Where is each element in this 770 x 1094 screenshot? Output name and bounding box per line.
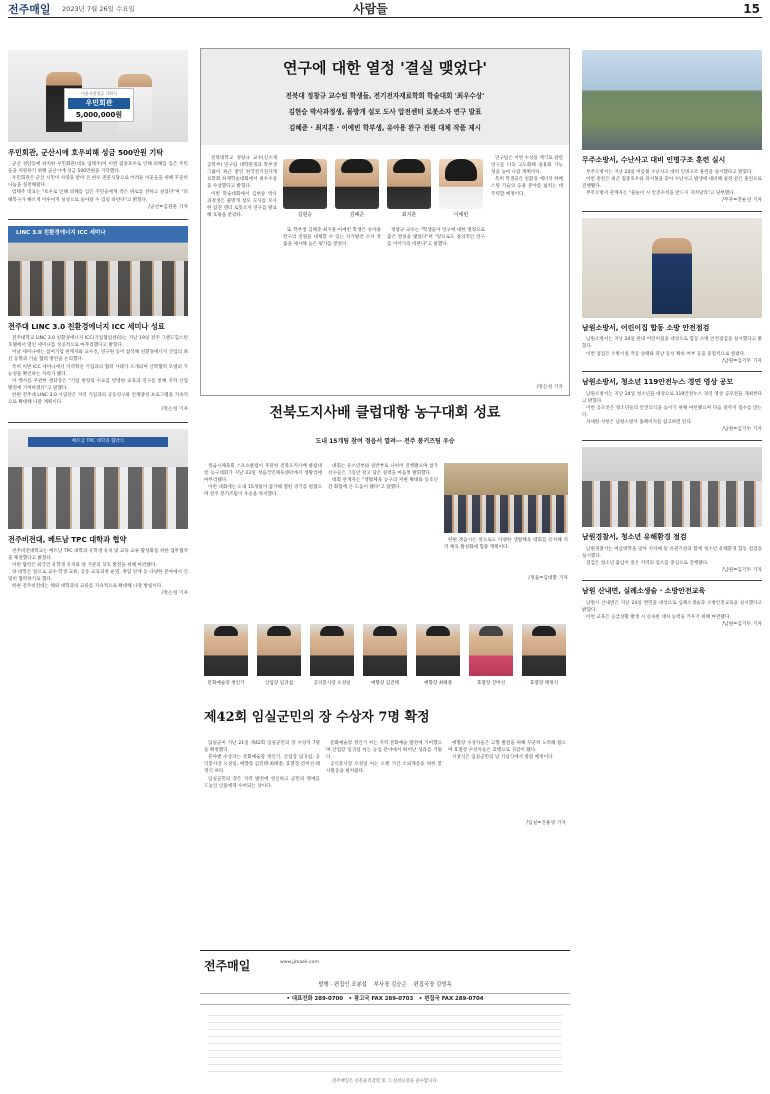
article-photo	[582, 447, 762, 527]
feature-subtitle-3: 김혜준 · 최지훈 · 이예빈 학부생, 유아용 완구 전원 대체 작품 제시	[288, 124, 481, 132]
feature-headline[interactable]: 연구에 대한 열정 '결실 맺었다'	[283, 59, 487, 77]
paragraph: 한편 전주대 LINC 3.0 사업단은 지역 기업과의 공동연구와 인재양성 프로그램을 지속적으로 확대해 나갈 계획이다.	[8, 392, 188, 406]
portrait-caption: 최지훈	[401, 212, 417, 218]
footer-staff	[200, 981, 570, 989]
divider	[582, 440, 762, 441]
article-column-1	[204, 463, 322, 499]
paragraph: 남원소방서는 지난 24일 청소년을 대상으로 119안전누스 경연 영상 공모전을 개최한다고 밝혔다.	[582, 391, 762, 404]
byline: /정읍=김대환 기자	[528, 576, 568, 581]
group-people	[8, 261, 188, 316]
paragraph: 한편 전주비전대는 해외 대학과의 교류를 지속적으로 확대해 나갈 방침이다.	[12, 584, 163, 590]
paragraph: 엄태주 대표는 "호우로 인해 피해를 입은 주민들에게 작은 위로를 전하고 싶었다"며 "피해복구가 빠르게 이루어져 일상으로 돌아갈 수 있길 바란다"고 밝혔다.	[8, 190, 188, 203]
portrait-photo	[257, 624, 301, 676]
article-photo	[8, 50, 188, 142]
divider	[8, 422, 188, 423]
portrait-photo	[204, 624, 248, 676]
paragraph: 무주소방서 관계자는 "물놀이 시 안전수칙을 반드시 지켜달라"고 당부했다.	[586, 191, 736, 197]
paragraph: 무주소방서는 지난 24일 여름철 수난사고 대비 인명구조 훈련을 실시했다고 밝혔다.	[586, 169, 753, 175]
portrait-caption: 효열장 진미선	[476, 681, 506, 686]
paragraph: 임실군민의 장은 지역 발전에 헌신하고 군민의 명예를 드높인 인물에게 수여되는 상이다.	[204, 776, 320, 789]
firefighter-figure	[652, 238, 692, 314]
board-amount: 5,000,000원	[75, 111, 123, 120]
publication-footer	[200, 950, 570, 1090]
portrait-caption: 산업장 임귀섭	[264, 681, 294, 686]
article-headline[interactable]: 전북도지사배 클럽대항 농구대회 성료	[269, 405, 501, 421]
divider	[582, 580, 762, 581]
footer-logo[interactable]: 전주매일	[204, 959, 251, 973]
article-column-3	[444, 537, 568, 551]
paragraph: 또 학부생 김혜준·최지훈·이예빈 학생은 유아용 완구의 전원을 대체할 수 있는 자가발전 소자 작품을 제시해 높은 평가를 받았다.	[283, 228, 381, 248]
paragraph: 이번 교육은 응급상황 발생 시 신속한 대처 능력을 키우기 위해 마련됐다.	[586, 615, 731, 621]
photo-banner: 베트남 TPC 대학과 협약식	[28, 437, 168, 447]
donation-board	[64, 88, 134, 122]
ad-fax: • 광고국 FAX 289-0703	[348, 996, 414, 1002]
portrait-caption: 애향장 최태종	[423, 681, 453, 686]
divider	[582, 371, 762, 372]
paragraph: 이번 점검은 소방시설 작동 상태와 피난 동선 확보 여부 등을 중점적으로 살폈다.	[586, 351, 746, 357]
article-headline[interactable]: 남원소방서, 어린이집 합동 소방 안전점검	[582, 323, 710, 332]
byline: /정은성 기자	[161, 407, 188, 413]
footer-url[interactable]: www.jjmaeil.com	[280, 960, 319, 965]
paragraph: 대회 관계자는 "생활체육 농구의 저변 확대와 동호인 간 화합에 큰 도움이 됐다"고 말했다.	[328, 478, 438, 491]
publisher: 발행 · 편집인 조봉섭	[318, 982, 367, 988]
editorial-fax: • 편집국 FAX 289-0704	[418, 996, 484, 1002]
portrait-caption: 문화예술장 정인기	[207, 681, 245, 686]
page-header	[8, 0, 762, 18]
paragraph: 시상식은 임실군민의 날 기념식에서 열릴 예정이다.	[452, 755, 554, 761]
paragraph: 점검은 청소년 출입이 잦은 지역의 업소를 중심으로 진행됐다.	[586, 560, 709, 566]
feature-column-3	[387, 227, 485, 248]
left-column	[8, 50, 188, 598]
paragraph: 특히 학생들은 친환경 에너지 하베스팅 기술의 응용 분야를 넓히는 데 주력할 예정이다.	[491, 177, 563, 197]
article-photo	[8, 226, 188, 316]
feature-subtitle-2: 김현승 박사과정생, 몰방개 설모 도사 압전센터 로봇소자 연구 발표	[288, 108, 482, 116]
paragraph: 남원소방서는 지난 24일 관내 어린이집을 대상으로 합동 소방 안전점검을 실시했다고 밝혔다.	[582, 337, 762, 350]
paragraph: 전주대학교 LINC 3.0 친환경에너지 ICC(기업협업센터)는 지난 19일 전주 그랜드힐스턴 호텔에서 열린 세미나를 성공적으로 마무리했다고 밝혔다.	[8, 336, 188, 349]
article-body	[582, 546, 762, 567]
portrait-caption: 이예빈	[453, 212, 469, 218]
article-headline[interactable]: 전주대 LINC 3.0 친환경에너지 ICC 세미나 성료	[8, 322, 165, 332]
paragraph: 이날 세미나에는 참여기업 관계자와 교수진, 연구원 등이 참석해 친환경에너지 산업의 최신 동향과 기술 협력 방안을 논의했다.	[8, 350, 188, 363]
paragraph: 남원시 산내면은 지난 24일 면민을 대상으로 심폐소생술과 소방안전교육을 실시했다고 밝혔다.	[582, 601, 762, 614]
ethics-notice: 전주매일은 신문윤리강령 및 그 실천요강을 준수합니다.	[332, 1079, 438, 1084]
paragraph: 우민회관은 군산 시민이 사랑을 받아 온 한우 전문식당으로 어려운 이웃들을 위해 꾸준히 나눔을 실천해왔다.	[8, 176, 188, 189]
portrait-photo	[363, 624, 407, 676]
right-column	[582, 50, 762, 1090]
group-people	[582, 481, 762, 527]
portrait-photo	[439, 159, 483, 209]
portrait-caption: 공익봉사장 오성일	[313, 681, 351, 686]
paragraph: 공익봉사장 오성일 씨는 오랜 기간 소외계층을 위한 봉사활동을 펼쳐왔다.	[326, 762, 442, 775]
paragraph: 군산 경암동에 위치한 우민회관(대표 엄태주)이 이번 집중호우로 인해 피해를 입은 주민들을 지원하기 위해 군산시에 성금 500만원을 기탁했다.	[8, 162, 188, 175]
paragraph: 애향장 수상자들은 고향 발전을 위해 꾸준히 노력해 왔으며 효열장 수상자들은 효행으로 귀감이 됐다.	[448, 741, 566, 754]
editor-in-chief: 편집국장 김영옥	[413, 982, 452, 988]
vice-president: 부사장 김승곤	[373, 982, 407, 988]
page-number: 15	[743, 2, 760, 16]
article-body	[582, 391, 762, 427]
bureau-directory	[208, 1009, 562, 1075]
byline: /정은성 기자	[536, 384, 563, 390]
article-photo	[582, 218, 762, 318]
article-column-3	[448, 740, 566, 761]
feature-article-box	[200, 48, 570, 396]
feature-subtitle: 전북대 정창규 교수팀 학생들, 전기전자재료학회 학술대회 '최우수상'	[285, 92, 485, 100]
byline: /남원=김기두 기자	[722, 622, 762, 628]
paragraph: 이번 훈련은 최근 집중호우와 피서철을 맞아 수난사고 발생에 대비해 실전 같은 훈련으로 진행됐다.	[582, 176, 762, 189]
feature-column-1	[207, 155, 277, 219]
byline: /군산=김관훈 기자	[148, 204, 188, 210]
imsil-award-article	[200, 620, 570, 940]
portrait-caption: 효열장 태정식	[529, 681, 559, 686]
paragraph: 전주비전대학교는 베트남 TPC 대학과 유학생 유치 및 교육 교류 활성화를 위한 업무협약을 체결했다고 밝혔다.	[8, 548, 188, 561]
board-sign: 우민회관	[68, 98, 130, 109]
paragraph: 정창규 교수는 "학생들이 연구에 대한 열정으로 좋은 결실을 맺었다"며 "앞으로도 창의적인 연구를 이어가길 바란다"고 말했다.	[387, 228, 485, 248]
article-headline[interactable]: 남원경찰서, 청소년 유해환경 점검	[582, 532, 687, 541]
article-body	[582, 600, 762, 621]
main-phone: • 대표전화 289-0700	[286, 996, 344, 1002]
article-photo	[8, 429, 188, 529]
byline: /남원=김기두 기자	[722, 567, 762, 573]
group-people	[8, 467, 188, 529]
byline: /남원=김기두 기자	[722, 427, 762, 433]
paragraph: 남원경찰서는 여름방학을 맞아 지자체 및 유관기관과 함께 청소년 유해환경 합동 점검을 실시했다.	[582, 546, 762, 559]
paragraph: 분야별 수상자는 문화예술장 정인기, 산업장 임귀섭, 공익봉사장 오성일, 애향장 김진태·최태종, 효열장 진미선·태정식 씨다.	[204, 755, 320, 775]
paragraph: 대회는 유소년부와 일반부로 나뉘어 진행됐으며 참가 선수들은 그동안 갈고 닦은 실력을 마음껏 발휘했다.	[328, 464, 438, 477]
portrait-photo	[387, 159, 431, 209]
paragraph: 이번 학술대회에서 김현승 박사과정생은 물방개 설모 도사를 모사한 압전 센터 로봇소자 연구를 발표해 호평을 받았다.	[207, 191, 277, 218]
footer-phones	[200, 993, 570, 1005]
portrait-caption: 김현승	[297, 212, 313, 218]
issue-date: 2023년 7월 26일 수요일	[62, 5, 135, 13]
paragraph: 이번 협약은 외국인 유학생 유치와 양 기관의 상호 발전을 위해 마련됐다.	[12, 562, 157, 568]
paragraph: 자세한 사항은 남원소방서 홈페이지를 참고하면 된다.	[586, 420, 693, 426]
divider	[582, 211, 762, 212]
article-headline[interactable]: 전주비전대, 베트남 TPC 대학과 협약	[8, 534, 127, 544]
article-column-2	[326, 740, 442, 776]
byline: /임실=진홍영 기자	[526, 821, 566, 826]
article-column-1	[204, 740, 320, 790]
article-headline[interactable]: 제42회 임실군민의 장 수상자 7명 확정	[204, 710, 430, 725]
article-photo	[582, 50, 762, 150]
paragraph: 정읍시체육회 스포츠클럽이 주관한 전북도지사배 클럽대항 농구대회가 지난 22일 정읍국민체육센터에서 성황리에 마무리됐다.	[204, 464, 322, 484]
portrait-photo	[335, 159, 379, 209]
portrait-photo	[283, 159, 327, 209]
paragraph: 문화예술장 정인기 씨는 지역 문화예술 발전에 기여했으며 산업장 임귀섭 씨는 농업 분야에서 뛰어난 성과를 거뒀다.	[326, 741, 442, 761]
portrait-photo	[310, 624, 354, 676]
paragraph: 연구팀은 이번 수상을 계기로 관련 연구를 더욱 고도화해 실용화 가능성을 높여 나갈 계획이다.	[491, 156, 563, 176]
article-body	[8, 335, 188, 406]
basketball-article	[200, 405, 570, 581]
paragraph: 이번 대회에는 도내 15개팀이 참가해 열띤 경기를 펼쳤으며 전주 퐁키즈팀이 우승을 차지했다.	[204, 485, 322, 498]
paragraph: 이 행사를 주관한 센터장은 "기업 현장의 수요를 반영한 교육과 연구를 통해 지역 산업 발전에 기여하겠다"고 말했다.	[8, 378, 188, 391]
article-headline[interactable]: 무주소방서, 수난사고 대비 인명구조 훈련 실시	[582, 156, 726, 164]
portrait-caption: 애향장 김진태	[370, 681, 400, 686]
article-column-2	[328, 463, 438, 491]
section-title: 사람들	[353, 2, 388, 16]
feature-column-2	[283, 227, 381, 248]
byline: /남원=김기두 기자	[722, 358, 762, 364]
article-headline[interactable]: 우민회관, 군산시에 호우피해 성금 500만원 기탁	[8, 148, 164, 157]
portrait-photo	[416, 624, 460, 676]
article-body	[582, 336, 762, 357]
article-headline[interactable]: 남원 산내면, 실례소생술 · 소방안전교육	[582, 587, 706, 596]
article-body	[8, 548, 188, 591]
article-body	[8, 161, 188, 204]
group-people	[444, 495, 568, 533]
masthead-logo[interactable]: 전주매일	[8, 3, 51, 16]
feature-column-4	[491, 155, 563, 198]
portrait-photo	[522, 624, 566, 676]
article-body	[582, 169, 762, 197]
byline: /정은성 기자	[161, 591, 188, 597]
portrait-photo	[469, 624, 513, 676]
photo-banner: LINC 3.0 친환경에너지 ICC 세미나	[16, 230, 106, 237]
paragraph: 전북대학교 정창규 교수(신소재공학부) 연구팀 대학원생과 학부생 그룹이 최근 열린 한국전기전자재료학회 하계학술대회에서 최우수상을 수상했다고 밝혔다.	[207, 156, 277, 190]
byline: /무주=전운선 기자	[722, 198, 762, 204]
board-banner: 이웃사랑성금 기탁식	[80, 91, 118, 96]
article-subtitle: 도내 15개팀 참여 정읍서 열려⋯ 전주 퐁키즈팀 우승	[315, 437, 455, 445]
paragraph: 이번 공모전은 청소년들의 안전의식을 높이기 위해 마련됐으며 다음 달까지 접수를 받는다.	[582, 406, 762, 419]
paragraph: 특히 이번 ICC 세미나에서 지역혁신 기업과의 협력 사례가 소개되며 산학협력 모델의 가능성을 확인하는 자리가 됐다.	[8, 364, 188, 377]
divider	[8, 219, 188, 220]
team-photo	[444, 463, 568, 533]
paragraph: 한편 정읍시는 앞으로도 다양한 생활체육 대회를 유치해 지역 체육 활성화에 힘쓸 계획이다.	[444, 538, 568, 551]
paragraph: 임실군이 지난 21일 제42회 임실군민의 장 수상자 7명을 확정했다.	[204, 741, 320, 754]
portrait-caption: 김혜준	[349, 212, 365, 218]
article-headline[interactable]: 남원소방서, 청소년 119안전누스 경연 영상 공모	[582, 378, 734, 387]
paragraph: 양 대학은 앞으로 교수·학생 교류, 공동 교육과정 운영, 취업 연계 등 다양한 분야에서 긴밀히 협력하기로 했다.	[8, 569, 188, 583]
